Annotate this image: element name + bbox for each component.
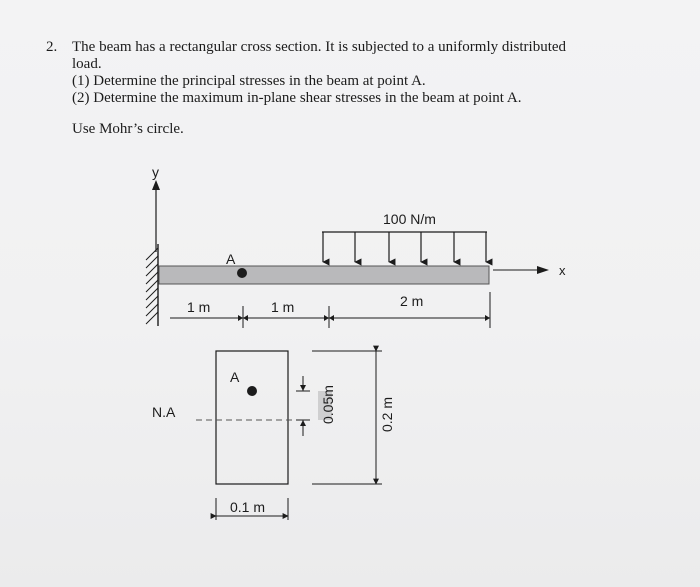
dimension-label-1: 1 m: [187, 299, 211, 315]
statement-line-2: load.: [72, 56, 102, 72]
question-part-2: (2) Determine the maximum in-plane shear stresses in the beam at point A.: [72, 90, 522, 106]
width-label: 0.1 m: [230, 499, 266, 515]
beam-point-a-label: A: [226, 251, 236, 267]
neutral-axis-label: N.A: [152, 404, 176, 420]
fixed-support-wall: [146, 244, 158, 326]
width-dimension: [216, 498, 288, 520]
cross-section-outline: [216, 351, 288, 484]
load-magnitude-label: 100 N/m: [383, 211, 436, 227]
beam-point-a-marker: [237, 268, 247, 278]
beam: [159, 266, 489, 284]
offset-label: 0.05m: [320, 385, 336, 424]
section-point-a-marker: [247, 386, 257, 396]
section-point-a-label: A: [230, 369, 240, 385]
y-axis: [152, 164, 160, 252]
problem-number: 2.: [46, 39, 58, 55]
dimension-label-2: 1 m: [271, 299, 295, 315]
distributed-load: [322, 211, 487, 262]
method-instruction: Use Mohr’s circle.: [72, 121, 184, 137]
span-dimensions: [170, 292, 490, 328]
height-label: 0.2 m: [379, 396, 395, 432]
cross-section: [152, 351, 306, 484]
dimension-label-3: 2 m: [400, 293, 424, 309]
x-axis: [493, 263, 566, 278]
y-axis-label: y: [152, 164, 159, 180]
x-axis-label: x: [559, 263, 566, 278]
statement-line-1: The beam has a rectangular cross section. It is subjected to a uniformly distributed: [72, 39, 567, 55]
question-part-1: (1) Determine the principal stresses in the beam at point A.: [72, 73, 426, 89]
offset-dimension: [296, 376, 336, 436]
